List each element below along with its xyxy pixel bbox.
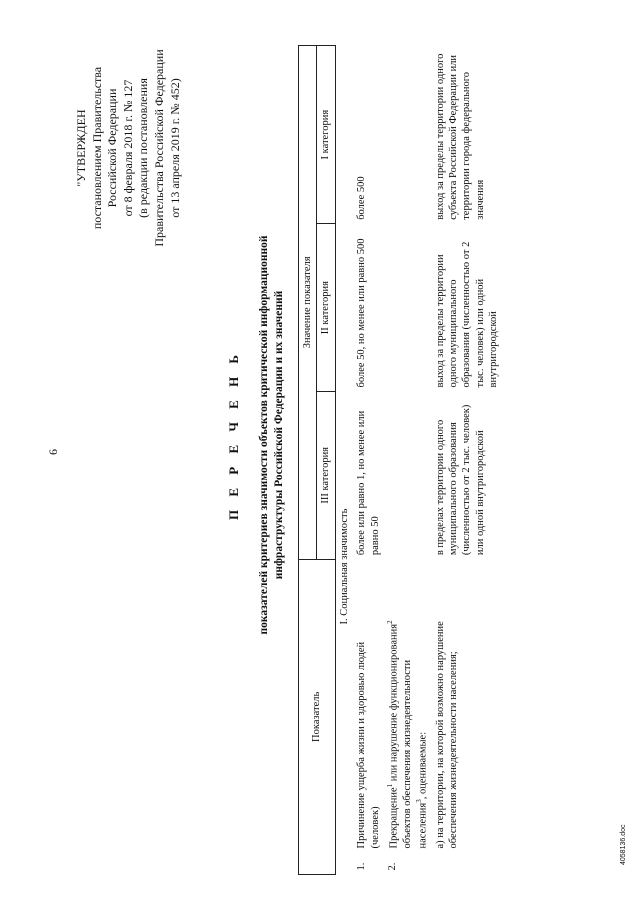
header-indicator: Показатель: [299, 559, 336, 874]
table-row: [432, 46, 503, 875]
row-cat1: более 500: [356, 176, 368, 220]
table-row: [353, 46, 384, 875]
footnote-ref: 1: [386, 783, 395, 788]
row-cat2: выход за пределы территории одного муниципального образования (численностью от 2 тыс. человек) или одной внутригородской: [434, 241, 500, 388]
row-text-part: или нарушение функционирования: [388, 623, 400, 784]
row-text-part: объектов обеспечения жизнедеятельности населения: [402, 659, 429, 849]
approval-line: "УТВЕРЖДЕН: [74, 109, 88, 187]
row-text: а) на территории, на которой возможно нарушение обеспечения жизнедеятельности населения;: [434, 621, 459, 849]
document-subtitle: [257, 115, 287, 755]
approval-line: от 8 февраля 2018 г. № 127: [120, 79, 135, 217]
document-title: П Е Р Е Ч Е Н Ь: [226, 349, 241, 521]
row-cat1: [384, 46, 431, 224]
header-value-group: Значение показателя: [299, 46, 317, 560]
row-text-part: Прекращение: [388, 787, 400, 849]
row-cat2: [384, 224, 431, 392]
row-cat3: [384, 391, 431, 559]
row-text: [386, 619, 429, 849]
row-cat1: выход за пределы территории одного субъекта Российской Федерации или территории города федерального значения: [434, 53, 486, 220]
document-heading: [226, 115, 287, 755]
approval-line: Российской Федерации: [105, 88, 120, 208]
section-title: I. Социальная значимость: [338, 508, 350, 625]
approval-line: от 13 апреля 2019 г. № 452): [167, 78, 182, 218]
header-category-2: II категория: [317, 224, 335, 392]
row-indicator: [384, 559, 431, 874]
row-indicator: [432, 559, 503, 874]
approval-stamp: [74, 13, 183, 283]
table-row: [384, 46, 431, 875]
row-cat3: в пределах территории одного муниципального образования (численностью от 2 тыс. человек) или одной внутригородской: [434, 404, 486, 556]
row-number: 2.: [387, 862, 399, 871]
row-cat3: более или равно 1, но менее или равно 50: [356, 410, 381, 556]
approval-line: постановлением Правительства: [89, 66, 104, 230]
header-category-3: III категория: [317, 391, 335, 559]
row-cat2: более 50, но менее или равно 500: [356, 238, 368, 388]
approval-line: Правительства Российской Федерации: [151, 49, 166, 247]
row-number: 1.: [356, 862, 368, 871]
subtitle-line-1: показателей критериев значимости объектов критической информационной: [257, 235, 270, 635]
footnote-ref: 3: [414, 799, 423, 803]
footnote-ref: 2: [386, 620, 395, 624]
footer-file-code: 4058136.doc: [620, 824, 627, 865]
page-number: 6: [46, 449, 60, 455]
row-indicator: [353, 559, 384, 874]
header-category-1: I категория: [317, 46, 335, 224]
row-text: Причинение ущерба жизни и здоровью людей (человек): [356, 641, 381, 849]
approval-line: (в редакции постановления: [136, 78, 151, 218]
criteria-table: [298, 45, 503, 875]
row-text-part: , оцениваемые:: [417, 731, 429, 800]
subtitle-line-2: инфраструктуры Российской Федерации и их значений: [272, 290, 285, 580]
